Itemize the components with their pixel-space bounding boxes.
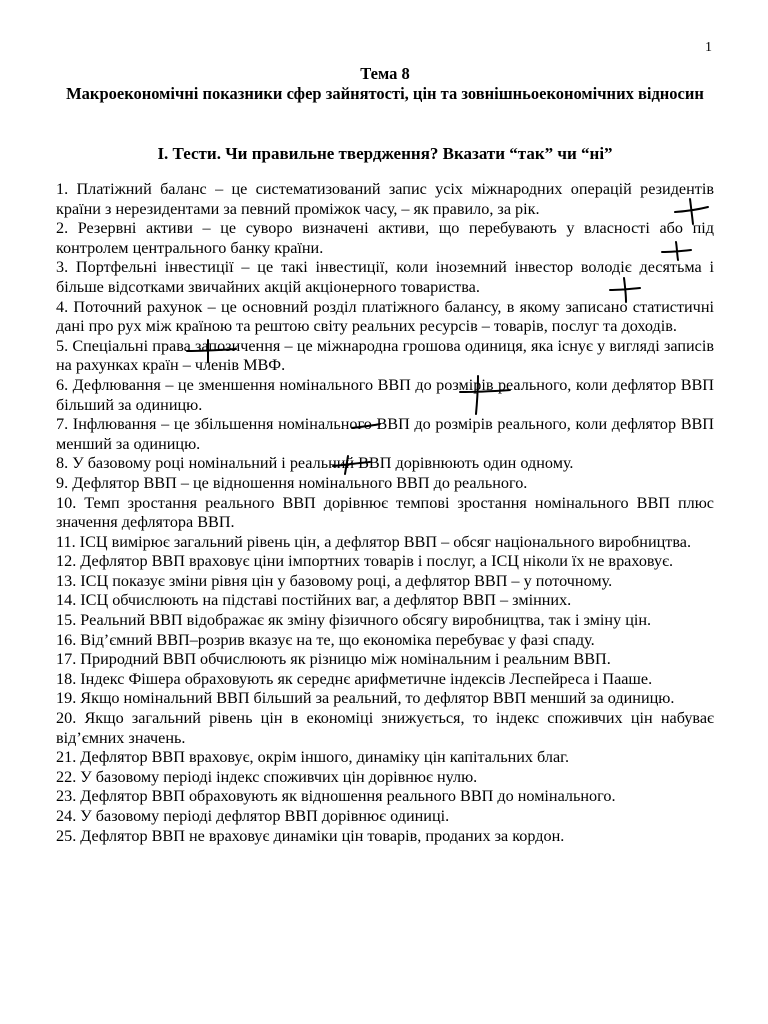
list-item: 13. ІСЦ показує зміни рівня цін у базовому році, а дефлятор ВВП – у поточному. [56,571,613,590]
list-item: 16. Від’ємний ВВП–розрив вказує на те, що економіка перебуває у фазі спаду. [56,630,595,649]
document-heading [56,64,714,104]
list-item: 15. Реальний ВВП відображає як зміну фізичного обсягу виробництва, так і зміну цін. [56,611,652,630]
list-item: 14. ІСЦ обчислюють на підставі постійних ваг, а дефлятор ВВП – змінних. [56,591,572,610]
list-item: 19. Якщо номінальний ВВП більший за реальний, то дефлятор ВВП менший за одиницю. [56,689,675,708]
section-title: І. Тести. Чи правильне твердження? Вказати “так” чи “ні” [157,144,613,163]
list-item: 21. Дефлятор ВВП враховує, окрім іншого, динаміку цін капітальних благ. [56,748,570,767]
list-item: 3. Портфельні інвестиції – це такі інвестиції, коли іноземний інвестор володіє десятьма і більше відсотками звичайних акцій акціонерного товариства. [56,258,714,296]
list-item: 24. У базовому періоді дефлятор ВВП дорівнює одиниці. [56,807,450,825]
list-item: 5. Спеціальні права запозичення – це міжнародна грошова одиниця, яка існує у вигляді записів на рахунках країн – членів МВФ. [56,336,714,375]
list-item: 1. Платіжний баланс – це систематизований запис усіх міжнародних операцій резидентів країни з нерезидентами за певний проміжок часу, – як правило, за рік. [56,180,714,218]
list-item: 2. Резервні активи – це суворо визначені активи, що перебувають у власності або під контролем центрального банку країни. [56,219,714,257]
list-item: 18. Індекс Фішера обраховують як середнє арифметичне індексів Леспейреса і Пааше. [56,669,653,688]
list-item: 25. Дефлятор ВВП не враховує динаміки цін товарів, проданих за кордон. [56,826,565,845]
test-statements-list [56,180,714,846]
list-item: 23. Дефлятор ВВП обраховують як відношення реального ВВП до номінального. [56,787,616,806]
list-item: 9. Дефлятор ВВП – це відношення номінального ВВП до реального. [56,473,528,492]
list-item: 10. Темп зростання реального ВВП дорівнює темпові зростання номінального ВВП плюс значення дефлятора ВВП. [56,493,714,532]
topic-label: Тема 8 [360,64,410,83]
list-item: 8. У базовому році номінальний і реальний ВВП дорівнюють один одному. [56,454,574,473]
list-item: 11. ІСЦ вимірює загальний рівень цін, а дефлятор ВВП – обсяг національного виробництва. [56,532,692,551]
list-item: 22. У базовому періоді індекс споживчих цін дорівнює нулю. [56,767,478,786]
topic-title: Макроекономічні показники сфер зайнятості, цін та зовнішньоекономічних відносин [66,84,704,103]
list-item: 7. Інфлювання – це збільшення номінального ВВП до розмірів реального, коли дефлятор ВВП менший за одиницю. [56,415,714,453]
page-number: 1 [705,40,712,55]
list-item: 6. Дефлювання – це зменшення номінального ВВП до розмірів реального, коли дефлятор ВВП більший за одиницю. [56,375,714,414]
list-item: 12. Дефлятор ВВП враховує ціни імпортних товарів і послуг, а ІСЦ ніколи їх не враховує. [56,552,674,571]
list-item: 20. Якщо загальний рівень цін в економіці знижується, то індекс споживчих цін набуває від’ємних значень. [56,709,714,747]
list-item: 17. Природний ВВП обчислюють як різницю між номінальним і реальним ВВП. [56,650,611,669]
list-item: 4. Поточний рахунок – це основний розділ платіжного балансу, в якому записано статистичні дані про рух між країною та рештою світу реальних ресурсів – товарів, послуг та доходів. [56,297,714,336]
